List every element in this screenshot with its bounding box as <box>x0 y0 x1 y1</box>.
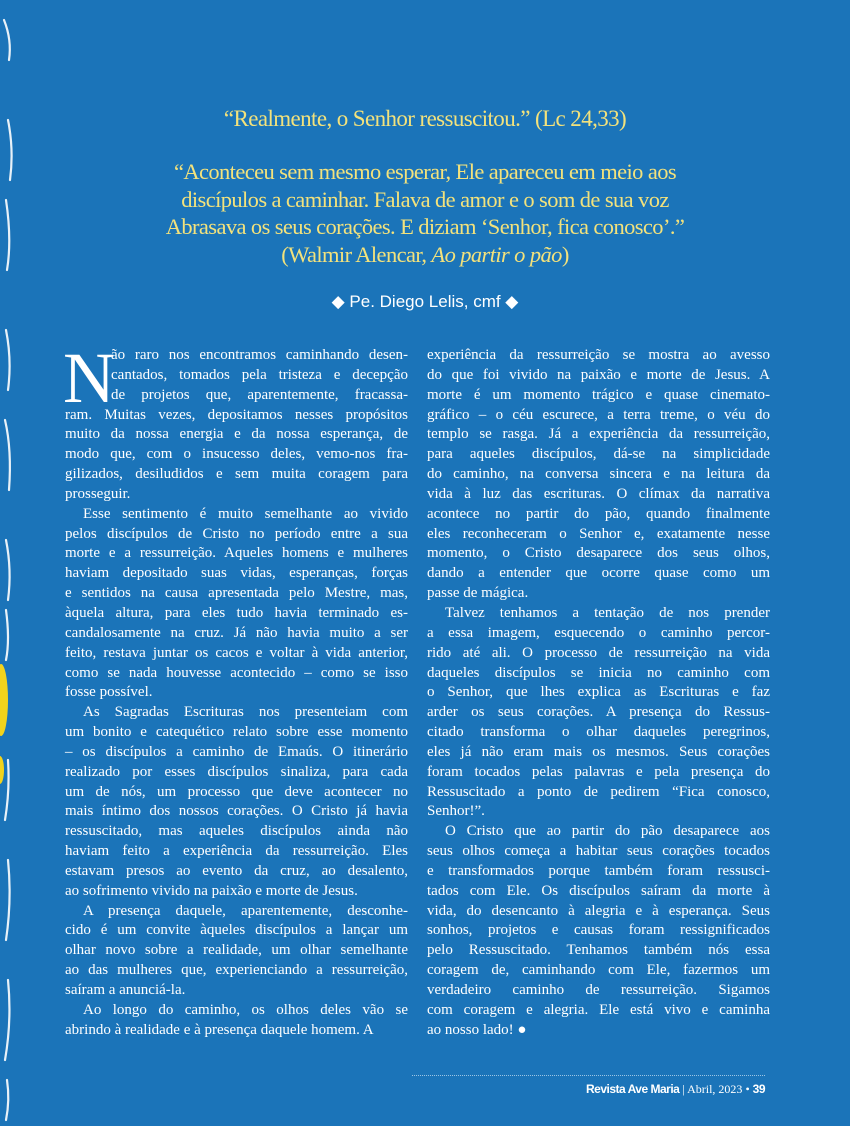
magazine-name: Revista Ave Maria <box>586 1082 680 1096</box>
text-line: e transformados porque também foram ressusci- <box>427 862 770 879</box>
text-line: feito, restava juntar os cacos e voltar à vida anterior, <box>65 644 408 661</box>
text-line: cido é um convite àqueles discípulos a lançar um <box>65 922 408 939</box>
text-line: Talvez tenhamos a tentação de nos prender <box>445 604 770 621</box>
attribution-work: Ao partir o pão <box>431 241 562 267</box>
article-paragraph <box>65 902 408 1001</box>
text-line: A presença daquele, aparentemente, desconhe- <box>83 902 408 919</box>
quote-line: discípulos a caminhar. Falava de amor e o som de sua voz <box>181 186 669 212</box>
text-line: um de nós, um processo que deve acontecer no <box>65 783 408 800</box>
text-line: olhar novo sobre a realidade, um olhar semelhante <box>65 942 408 959</box>
text-line: Ao longo do caminho, os olhos deles vão se <box>83 1001 408 1018</box>
text-line: pelo Ressuscitado. Tenhamos também nós essa <box>427 942 770 959</box>
text-line: para aqueles discípulos, dá-se na simplicidade <box>427 446 770 463</box>
text-line: estavam presos ao evento da cruz, ao desalento, <box>65 862 408 879</box>
text-line: citado transforma o olhar daqueles peregrinos, <box>427 724 770 741</box>
footer-separator: | <box>679 1082 688 1096</box>
article-column-left <box>63 338 408 1041</box>
song-quote <box>0 158 850 268</box>
text-line: saíram a anunciá-la. <box>65 982 186 998</box>
text-line: passe de mágica. <box>427 585 529 602</box>
text-line: abrindo à realidade e à presença daquele homem. A <box>65 1021 374 1038</box>
text-line: foram tocados pelas palavras e pela presença do <box>427 763 770 780</box>
text-line: Esse sentimento é muito semelhante ao vivido <box>83 505 408 522</box>
text-line: verdadeiro caminho de ressurreição. Sigamos <box>427 982 770 998</box>
text-line: gilizados, desiludidos e sem muita coragem para <box>65 466 408 483</box>
text-line: muito da nossa energia e da nossa esperança, de <box>65 426 408 443</box>
text-line: de projetos que, aparentemente, fracassa- <box>111 386 408 403</box>
article-paragraph <box>65 1001 408 1041</box>
text-line: dando a entender que ocorre quase como um <box>427 565 770 582</box>
author-byline: ◆ Pe. Diego Lelis, cmf ◆ <box>331 292 519 311</box>
text-line: haviam depositado suas vidas, esperanças, forças <box>65 565 408 582</box>
text-line: como se nada houvesse acontecido – como se isso <box>65 664 408 681</box>
text-line: modo que, com o insucesso deles, vemo-nos fra- <box>65 446 408 463</box>
text-line: gráfico – o céu escurece, a terra treme, o véu do <box>427 406 770 423</box>
text-line: do que foi vivido na paixão e morte de Jesus. A <box>427 366 770 383</box>
text-line: vida à luz das escrituras. O clímax da narrativa <box>427 485 770 502</box>
article-column-right <box>427 346 770 1041</box>
footer-dotted-rule <box>412 1075 765 1076</box>
text-line: a essa imagem, esquecendo o caminho percor- <box>427 624 770 641</box>
text-line: ao sofrimento vivido na paixão e morte de Jesus. <box>65 882 358 899</box>
attribution-close: ) <box>561 241 569 267</box>
text-line: Ressuscitado a ponto de pedirem “Fica conosco, <box>427 783 770 800</box>
text-line: eles reconheceram o Senhor e, exatamente nesse <box>427 525 770 542</box>
scripture-heading: “Realmente, o Senhor ressuscitou.” (Lc 24,33) <box>223 106 627 131</box>
text-line: ão raro nos encontramos caminhando desen- <box>111 347 408 363</box>
article-paragraph <box>65 703 408 901</box>
text-line: um bonito e catequético relato sobre esse momento <box>65 724 408 741</box>
text-line: rido até ali. O processo de ressurreição na vida <box>427 644 770 661</box>
text-line: realizado por esses discípulos sinaliza, para cada <box>65 763 408 780</box>
article-paragraph <box>427 346 770 604</box>
text-line: ram. Muitas vezes, depositamos nesses propósitos <box>65 406 408 423</box>
quote-attribution <box>0 241 850 269</box>
text-line: morte é um momento trágico e quase cinemato- <box>427 386 770 403</box>
text-line: – os discípulos a caminho de Emaús. O itinerário <box>65 743 408 760</box>
text-line: cantados, tomados pela tristeza e decepção <box>111 366 408 383</box>
text-line: eles já não eram mais os mesmos. Seus corações <box>427 743 770 760</box>
text-line: candalosamente na cruz. Já não havia muito a ser <box>65 624 408 641</box>
quote-line: Abrasava os seus corações. E diziam ‘Senhor, fica conosco’.” <box>165 214 685 239</box>
text-line: arder os seus corações. A presença do Ressus- <box>427 704 770 721</box>
quote-line: “Aconteceu sem mesmo esperar, Ele apareceu em meio aos <box>173 159 677 184</box>
article-paragraph <box>65 505 408 703</box>
issue-date: Abril, 2023 <box>687 1082 743 1096</box>
text-line: sonhos, projetos e causas foram ressignificados <box>427 922 770 939</box>
text-line: coragem de, caminhando com Ele, fazermos um <box>427 962 770 979</box>
text-line: acontece no partir do pão, quando finalmente <box>427 505 770 522</box>
text-line: ressuscitado, mas aqueles discípulos ainda não <box>65 823 408 840</box>
text-line: com coragem e alegria. Ele está vivo e caminha <box>427 1001 770 1018</box>
page-footer <box>586 1082 765 1097</box>
text-line: ao nosso lado! ● <box>427 1021 527 1038</box>
text-line: mais íntimo dos nossos corações. O Cristo já havia <box>65 803 408 820</box>
article-paragraph <box>63 338 408 505</box>
text-line: templo se rasga. Já a experiência da ressurreição, <box>427 426 770 443</box>
article-paragraph <box>427 822 770 1040</box>
text-line: morte e a ressurreição. Aqueles homens e mulheres <box>65 545 408 562</box>
text-line: Senhor!”. <box>427 803 485 820</box>
text-line: fosse possível. <box>65 684 153 701</box>
text-line: seus olhos começa a habitar seus corações tocados <box>427 843 770 860</box>
text-line: do caminho, na conversa sincera e na leitura da <box>427 466 770 483</box>
text-line: e sentidos na causa apresentada pelo Mestre, mas, <box>65 585 408 602</box>
attribution-author: (Walmir Alencar, <box>281 241 432 267</box>
text-line: momento, o Cristo desaparece dos seus olhos, <box>427 545 770 562</box>
text-line: pelos discípulos de Cristo no período entre a sua <box>65 525 408 542</box>
text-line: As Sagradas Escrituras nos presenteiam com <box>83 704 408 721</box>
text-line: ao das mulheres que, experienciando a ressurreição, <box>65 962 408 979</box>
text-line: tados com Ele. Os discípulos saíram da morte à <box>427 882 770 899</box>
text-line: experiência da ressurreição se mostra ao avesso <box>427 347 770 363</box>
text-line: haviam feito a experiência da ressurreição. Eles <box>65 843 408 860</box>
text-line: prosseguir. <box>65 485 131 502</box>
drop-cap: N <box>63 338 115 418</box>
text-line: O Cristo que ao partir do pão desaparece aos <box>445 823 770 840</box>
article-paragraph <box>427 604 770 822</box>
text-line: o Senhor, que lhes explica as Escrituras e faz <box>427 684 770 701</box>
text-line: vida, do desencanto à alegria e à esperança. Seus <box>427 902 770 919</box>
text-line: àquela altura, para eles tudo havia terminado es- <box>65 604 408 621</box>
footer-dot: • <box>742 1082 753 1096</box>
page-number: 39 <box>752 1082 765 1096</box>
text-line: daqueles discípulos se inicia no caminho com <box>427 664 770 681</box>
